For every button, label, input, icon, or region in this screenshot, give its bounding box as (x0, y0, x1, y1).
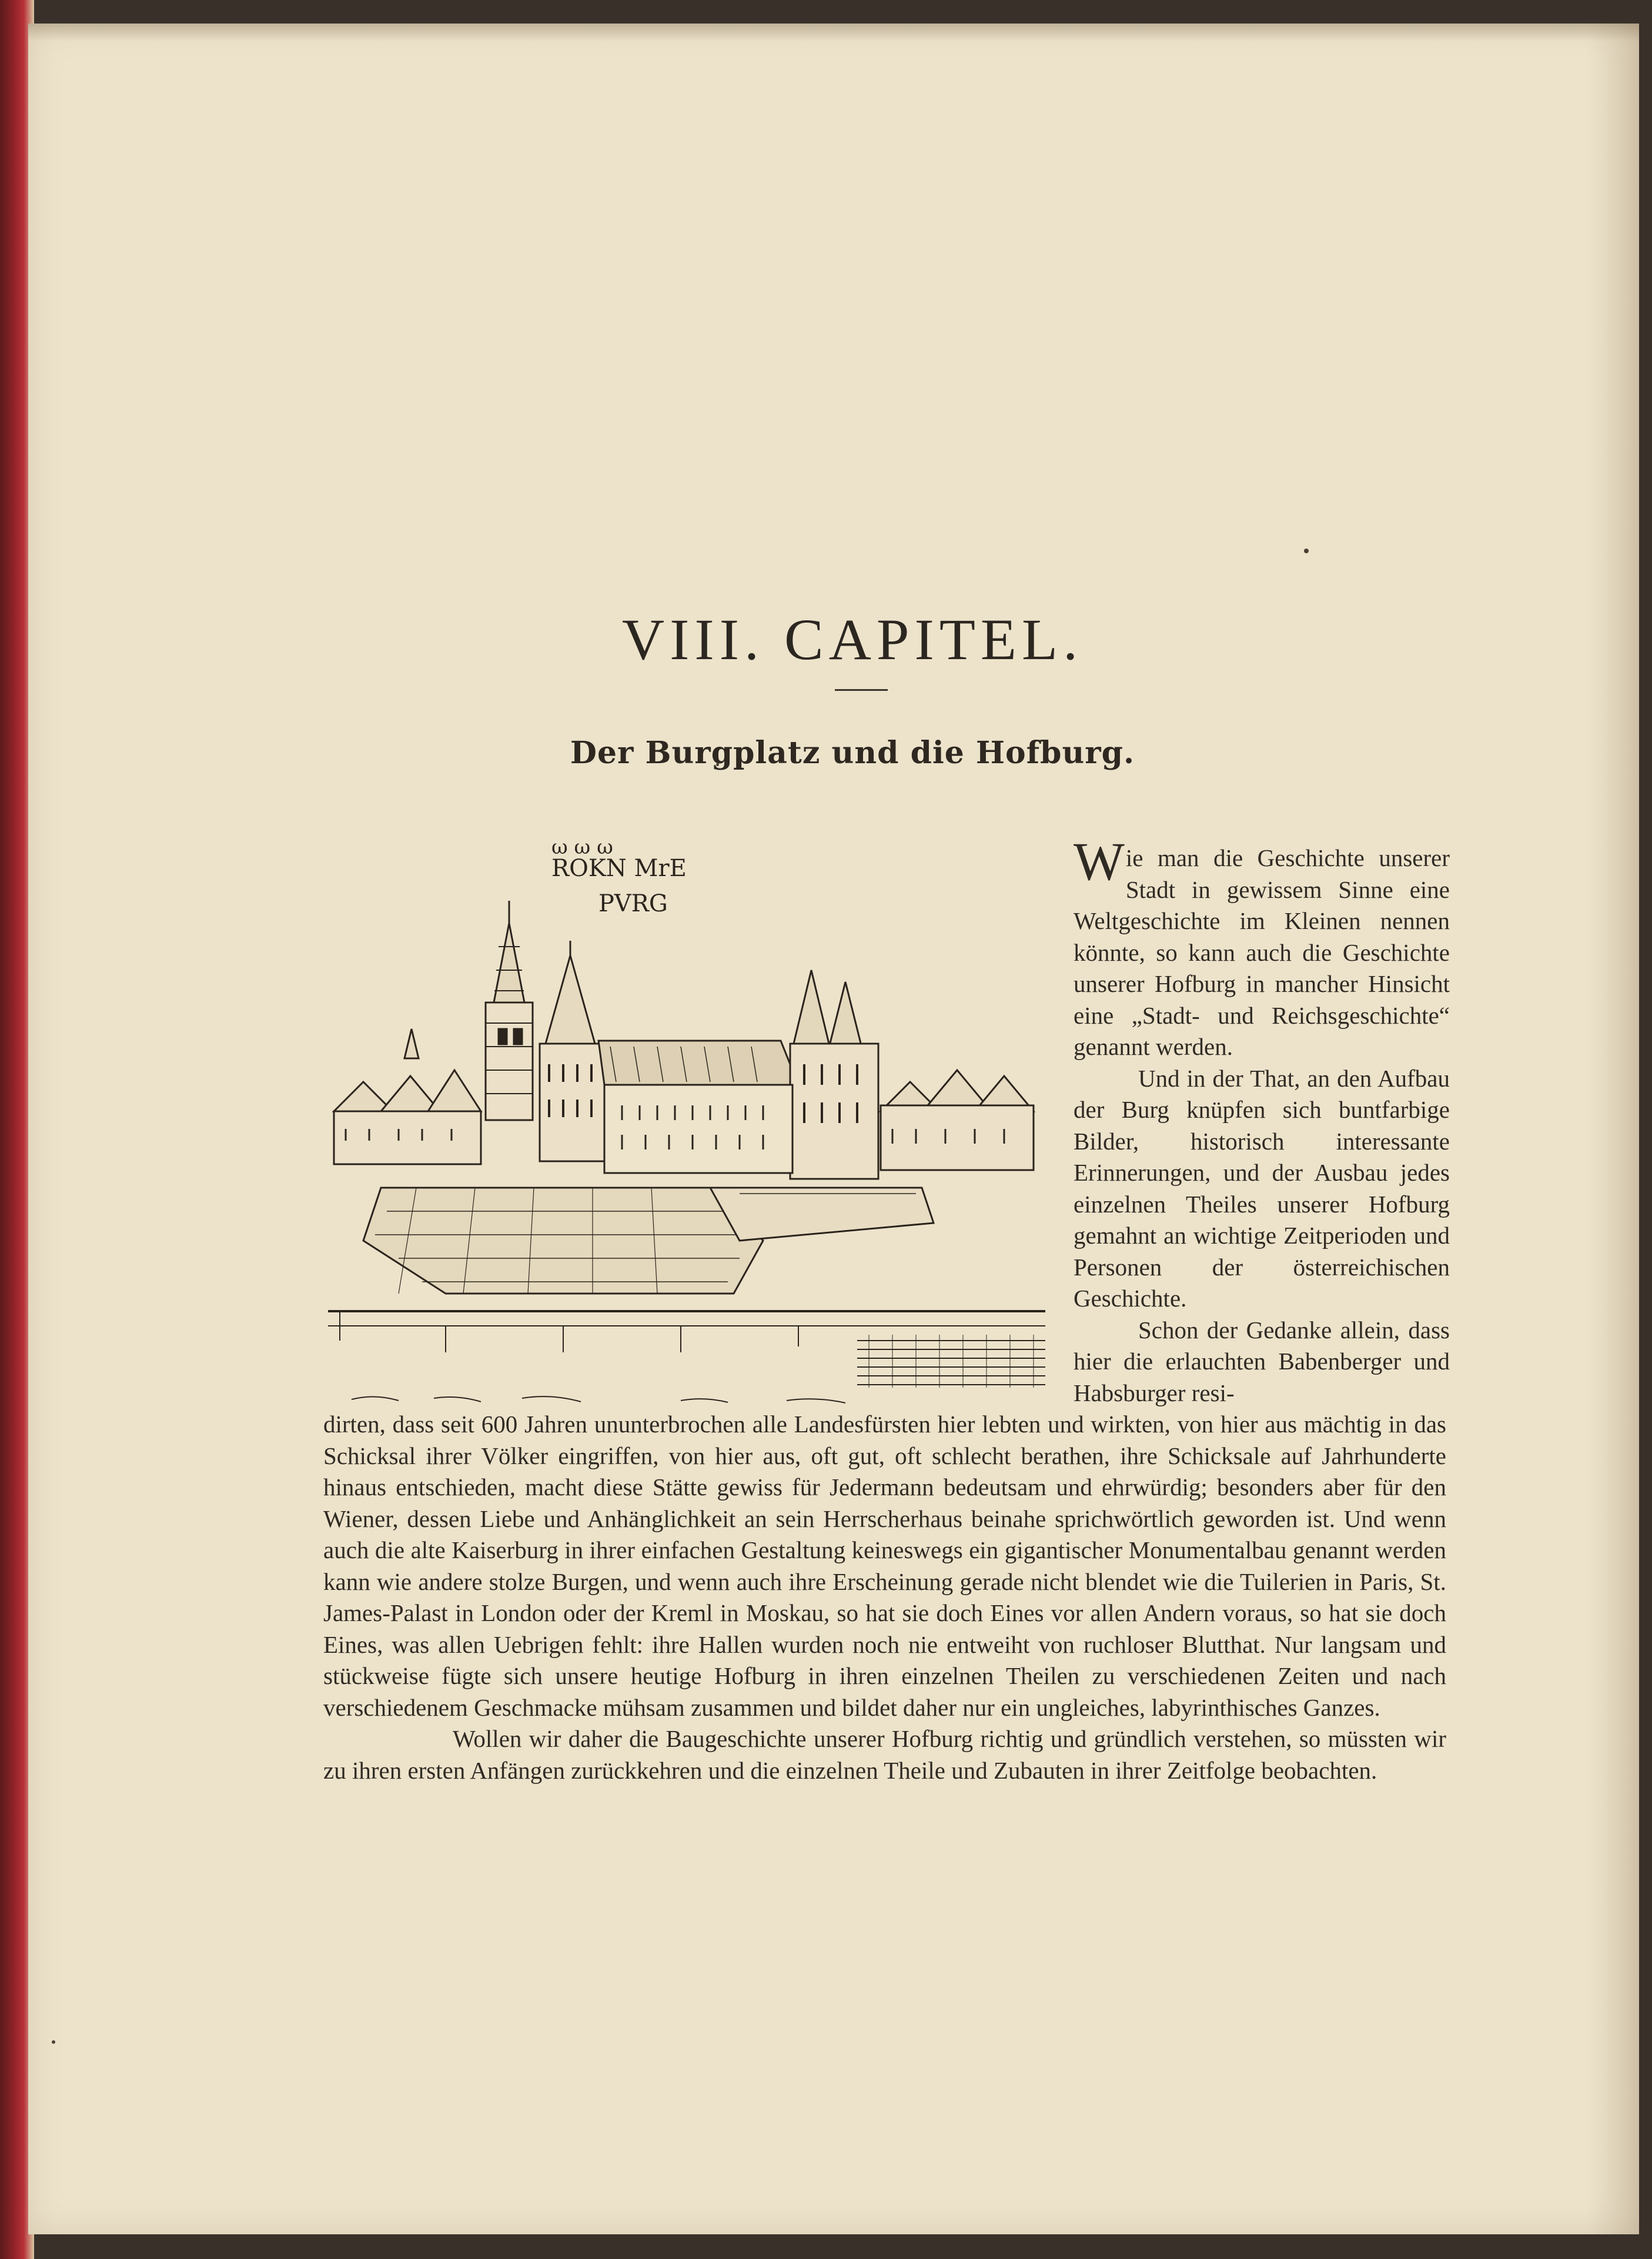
opening-text: ie man die Geschichte unserer Stadt in gewissem Sinne eine Weltgeschichte im Kleinen nennen könnte, so kann auch die Geschichte unserer Hofburg in mancher Hinsicht eine „Stadt- und Reichsgeschichte“ genannt werden. (1074, 844, 1450, 1060)
paragraph-2: Und in der That, an den Aufbau der Burg knüpfen sich buntfarbige Bilder, historisch interessante Erinnerungen, und der Ausbau jedes einzelnen Theiles unserer Hofburg gemahnt an wichtige Zeitperioden und Personen der österreichischen Geschichte. (1074, 1064, 1450, 1312)
paper-speck (52, 2040, 55, 2044)
paper-speck (1304, 549, 1309, 553)
engraving-tower-mark: ω ω ω (551, 836, 613, 859)
engraving-caption-line1: ROKN MrE (551, 855, 687, 882)
hofburg-engraving (328, 835, 1051, 1411)
chapter-title: VIII. CAPITEL. (621, 607, 1084, 672)
chapter-subtitle: Der Burgplatz und die Hofburg. (570, 735, 1135, 771)
title-divider (835, 689, 888, 691)
drop-cap: W (1074, 831, 1125, 891)
engraving-caption-line2: PVRG (598, 890, 668, 917)
paragraph-3-continued: dirten, dass seit 600 Jahren ununterbrochen alle Landesfürsten hier lebten und wirkten, von hier aus mächtig in das Schicksal ihrer Völker eingriffen, von hier aus, oft gut, oft schlecht berathen, ihre Schicksale auf Jahrhunderte hinaus entschieden, macht diese Stätte gewiss für Jedermann bedeutsam und ehrwürdig; besonders aber für den Wiener, dessen Liebe und Anhänglichkeit an sein Herrscherhaus beinahe sprichwörtlich geworden ist. Und wenn auch die alte Kaiserburg in ihrer einfachen Gestaltung keineswegs ein gigantischer Monumentalbau genannt werden kann wie andere stolze Burgen, und wenn auch ihre Erscheinung gerade nicht blendet wie die Tuilerien in Paris, St. James-Palast in London oder der Kreml in Moskau, so hat sie doch Eines vor allen Andern voraus, so hat sie doch Eines, was allen Uebrigen fehlt: ihre Hallen wurden noch nie entweiht von ruchloser Blutthat. Nur langsam und stückweise fügte sich unsere heutige Hofburg in ihren einzelnen Theilen zu verschiedenen Zeiten und nach verschiedenem Geschmacke mühsam zusammen und bildet daher nur ein ungleiches, labyrinthisches Ganzes. (323, 1411, 1446, 1721)
full-width-text (323, 1409, 1446, 1786)
paragraph-4: Wollen wir daher die Baugeschichte unserer Hofburg richtig und gründlich verstehen, so müssten wir zu ihren ersten Anfängen zurückkehren und die einzelnen Theile und Zubauten in ihrer Zeitfolge beobachten. (323, 1725, 1446, 1784)
paragraph-3: Schon der Gedanke allein, dass hier die erlauchten Babenberger und Habsburger resi- (1074, 1316, 1450, 1406)
right-column-text (1074, 831, 1450, 1409)
page-top-shadow (28, 24, 1639, 41)
opening-paragraph (1074, 831, 1450, 1063)
